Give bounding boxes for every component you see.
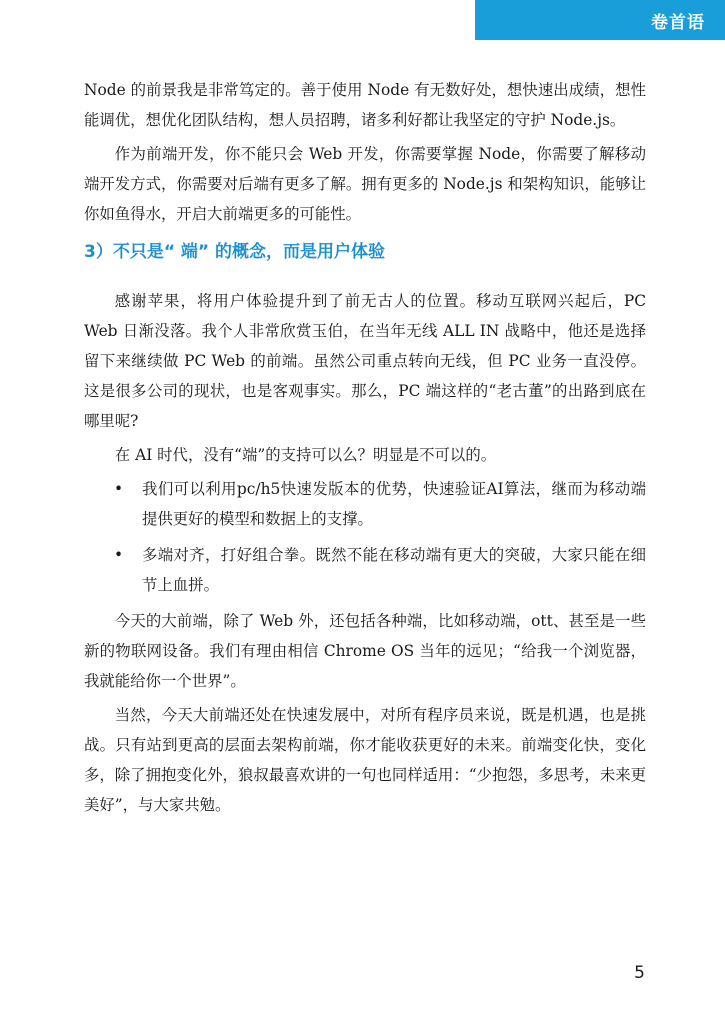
paragraph-ai-era: 在 AI 时代，没有“端”的支持可以么？明显是不可以的。: [114, 446, 497, 464]
page-number: 5: [634, 963, 645, 983]
paragraph-node-outlook: Node 的前景我是非常笃定的。善于使用 Node 有无数好处，想快速出成绩，想性能调优，想优化团队结构，想人员招聘，诸多利好都让我坚定的守护 Node.js。: [84, 81, 646, 129]
page-body: [84, 75, 646, 824]
section-tab: [475, 0, 725, 40]
paragraph-big-frontend: 今天的大前端，除了 Web 外，还包括各种端，比如移动端，ott、甚至是一些新的物联网设备。我们有理由相信 Chrome OS 当年的远见；“给我一个浏览器，我就能给你一个世界”。: [84, 612, 646, 690]
bullet-item: [84, 540, 646, 600]
section-tab-label: 卷首语: [651, 13, 705, 33]
paragraph-frontend-skills: 作为前端开发，你不能只会 Web 开发，你需要掌握 Node，你需要了解移动端开发方式，你需要对后端有更多了解。拥有更多的 Node.js 和架构知识，能够让你如鱼得水，开启大前端更多的可能性。: [84, 145, 646, 223]
bullet-item: [84, 474, 646, 534]
paragraph-conclusion: 当然，今天大前端还处在快速发展中，对所有程序员来说，既是机遇，也是挑战。只有站到更高的层面去架构前端，你才能收获更好的未来。前端变化快，变化多，除了拥抱变化外，狼叔最喜欢讲的一句也同样适用：“少抱怨，多思考，未来更美好”，与大家共勉。: [84, 706, 646, 814]
section-heading: 3）不只是“ 端” 的概念，而是用户体验: [84, 242, 386, 262]
paragraph-user-experience: 感谢苹果，将用户体验提升到了前无古人的位置。移动互联网兴起后，PC Web 日渐没落。我个人非常欣赏玉伯，在当年无线 ALL IN 战略中，他还是选择留下来继续做 PC Web 的前端。虽然公司重点转向无线，但 PC 业务一直没停。这是很多公司的现状，也是客观事实。那么，PC 端这样的“老古董”的出路到底在哪里呢?: [84, 292, 646, 430]
bullet-text: 我们可以利用pc/h5快速发版本的优势，快速验证AI算法，继而为移动端提供更好的模型和数据上的支撑。: [142, 480, 646, 528]
bullet-mark: •: [114, 480, 124, 498]
bullet-text: 多端对齐，打好组合拳。既然不能在移动端有更大的突破，大家只能在细节上血拼。: [142, 546, 646, 594]
bullet-mark: •: [114, 546, 124, 564]
